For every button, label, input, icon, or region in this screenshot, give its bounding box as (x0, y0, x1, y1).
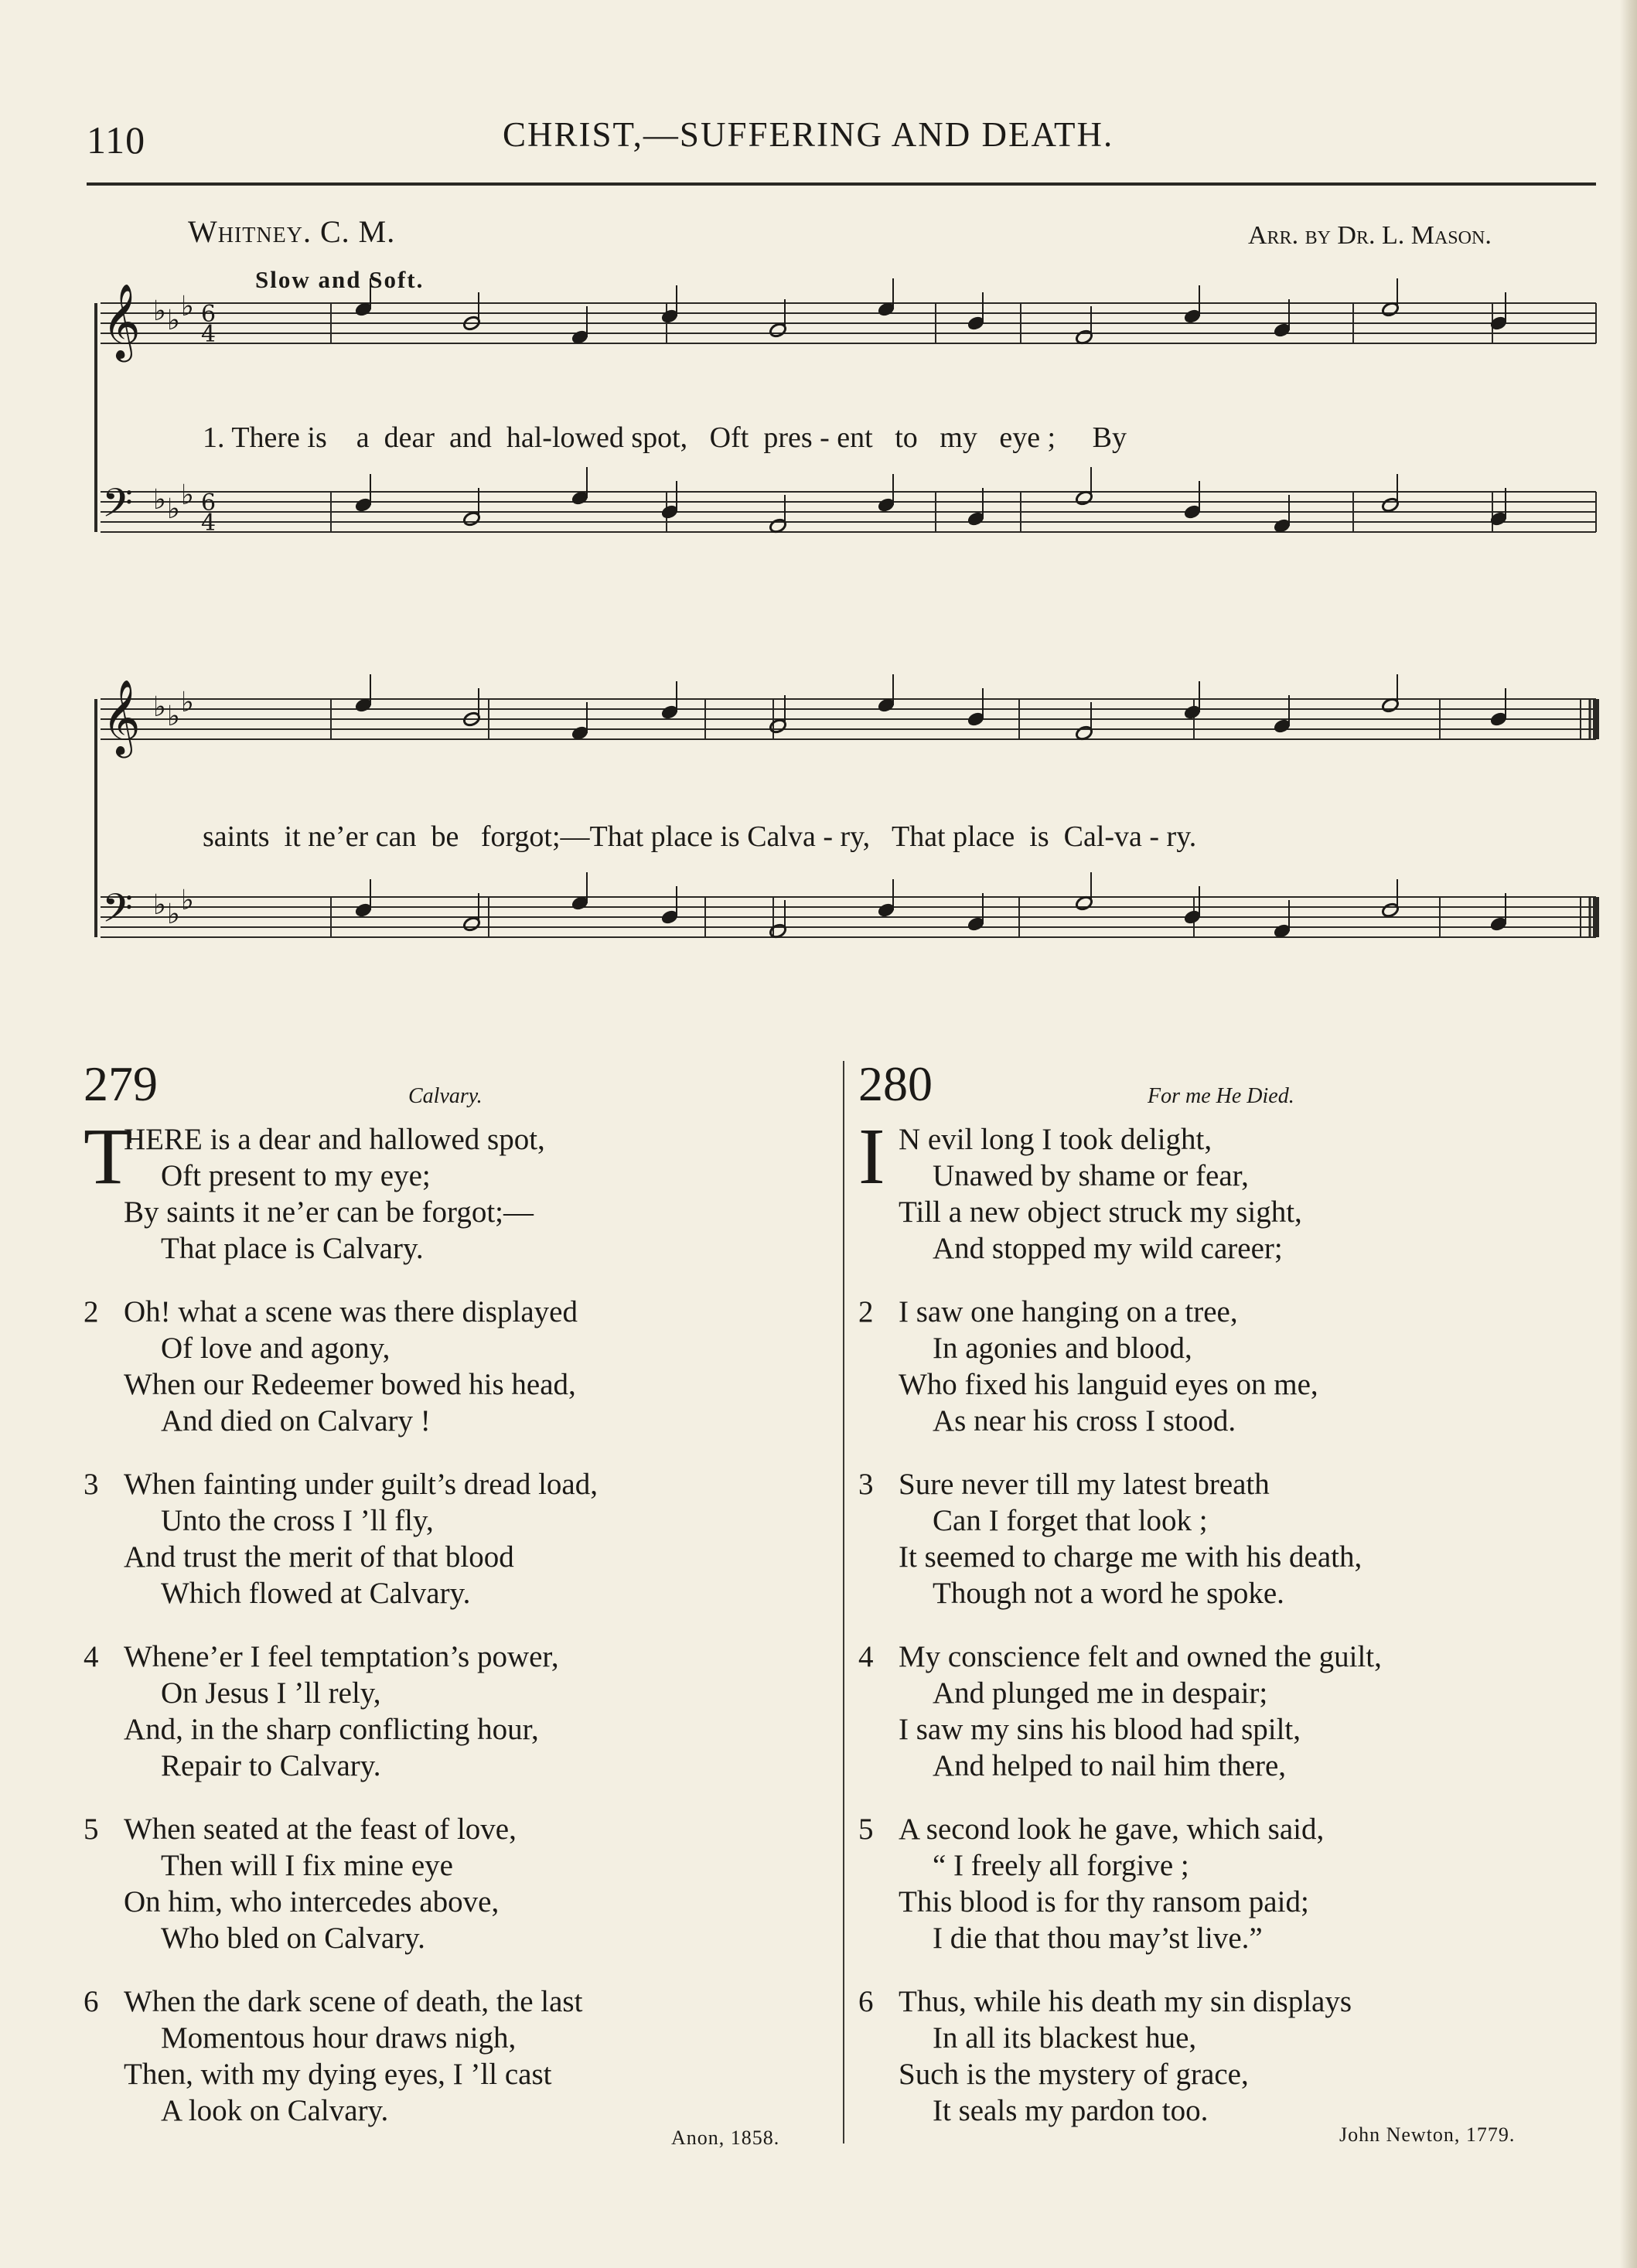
stanza-line-text: Oh! what a scene was there displayed (124, 1295, 578, 1328)
stanza-line: By saints it ne’er can be forgot;— (124, 1195, 534, 1229)
stanza-line: And helped to nail him there, (933, 1749, 1287, 1782)
svg-text:♭: ♭ (153, 691, 166, 723)
svg-text:𝄢: 𝄢 (102, 885, 133, 941)
stanza-line: Can I forget that look ; (933, 1504, 1208, 1537)
stanza-number: 4 (84, 1640, 99, 1673)
stanza (858, 1983, 1585, 2129)
stanza-line-text: Sure never till my latest breath (899, 1468, 1270, 1501)
svg-text:𝄞: 𝄞 (102, 679, 141, 755)
stanza-line: Repair to Calvary. (161, 1749, 381, 1782)
stanza-line: Such is the mystery of grace, (899, 2058, 1249, 2091)
stanza-line-text: My conscience felt and owned the guilt, (899, 1640, 1382, 1673)
stanza-line: Though not a word he spoke. (933, 1577, 1284, 1610)
stanza-line: When our Redeemer bowed his head, (124, 1368, 576, 1401)
hymn-title: Calvary. (408, 1084, 483, 1108)
hymn-author: John Newton, 1779. (1339, 2123, 1516, 2146)
stanza-number: 6 (858, 1985, 874, 2018)
stanza-line-text: Thus, while his death my sin displays (899, 1985, 1352, 2018)
lyrics-line-2: saints it ne’er can be forgot;—That place is Calva - ry, That place is Cal-va - ry. (203, 820, 1197, 853)
stanza (858, 1466, 1585, 1611)
stanza (84, 1466, 826, 1611)
stanza-line (858, 1466, 1585, 1502)
tune-name: Whitney. C. M. (188, 214, 396, 249)
stanza-number: 2 (84, 1295, 99, 1328)
tune-arranger: Arr. by Dr. L. Mason. (1248, 221, 1492, 250)
stanza-number: 3 (858, 1468, 874, 1501)
hymn-number: 280 (858, 1056, 933, 1111)
svg-text:♭: ♭ (181, 687, 194, 718)
svg-text:♭: ♭ (181, 479, 194, 511)
stanza-line: Unto the cross I ’ll fly, (161, 1504, 434, 1537)
stanza-line: Which flowed at Calvary. (161, 1577, 471, 1610)
stanza (84, 1639, 826, 1784)
stanza (858, 1294, 1585, 1439)
stanza-line (84, 1294, 826, 1330)
stanza (858, 1811, 1585, 1956)
stanza-line: Then will I fix mine eye (161, 1849, 453, 1882)
svg-text:6: 6 (201, 301, 217, 328)
hymn-number: 279 (84, 1056, 158, 1111)
stanza-line: A look on Calvary. (161, 2094, 389, 2127)
stanza-line-text: When seated at the feast of love, (124, 1813, 517, 1846)
stanza (84, 1294, 826, 1439)
stanza-line: In all its blackest hue, (933, 2021, 1197, 2055)
stanza-line: And plunged me in despair; (933, 1676, 1268, 1710)
svg-text:𝄞: 𝄞 (102, 283, 141, 359)
stanza-line (84, 1639, 826, 1675)
stanza-line-text: When the dark scene of death, the last (124, 1985, 583, 2018)
hymn-stanzas (84, 1112, 826, 2156)
stanza (84, 1983, 826, 2129)
stanza-line: HERE is a dear and hallowed spot, (124, 1123, 545, 1156)
hymn-stanzas (858, 1112, 1585, 2156)
stanza-line-text: When fainting under guilt’s dread load, (124, 1468, 598, 1501)
stanza-line: And trust the merit of that blood (124, 1540, 514, 1574)
stanza-line (858, 1811, 1585, 1847)
stanza-line: And, in the sharp conflicting hour, (124, 1713, 539, 1746)
stanza-line: And died on Calvary ! (161, 1404, 431, 1438)
drop-cap: T (84, 1112, 133, 1201)
stanza-line: As near his cross I stood. (933, 1404, 1236, 1438)
hymn-author: Anon, 1858. (671, 2126, 780, 2149)
stanza-line: Then, with my dying eyes, I ’ll cast (124, 2058, 552, 2091)
lyrics-line-1: 1. There is a dear and hal-lowed spot, Oft pres - ent to my eye ; By (203, 421, 1127, 454)
stanza-line-text: A second look he gave, which said, (899, 1813, 1325, 1846)
svg-text:♭: ♭ (181, 291, 194, 322)
stanza-line (84, 1983, 826, 2020)
svg-text:4: 4 (201, 510, 217, 537)
drop-cap: I (858, 1112, 885, 1201)
stanza-number: 5 (858, 1813, 874, 1846)
music-score (0, 0, 1637, 1036)
stanza-line (858, 1983, 1585, 2020)
svg-text:♭: ♭ (153, 295, 166, 327)
stanza-line-text: Whene’er I feel temptation’s power, (124, 1640, 559, 1673)
stanza-line: That place is Calvary. (161, 1232, 424, 1265)
stanza-line: It seals my pardon too. (933, 2094, 1209, 2127)
stanza (858, 1112, 1585, 1267)
stanza-line: This blood is for thy ransom paid; (899, 1885, 1309, 1918)
stanza-number: 6 (84, 1985, 99, 2018)
svg-text:♭: ♭ (153, 484, 166, 516)
svg-text:♭: ♭ (167, 899, 180, 930)
stanza-line: Unawed by shame or fear, (933, 1159, 1249, 1192)
stanza-line: On him, who intercedes above, (124, 1885, 500, 1918)
stanza-line: “ I freely all forgive ; (933, 1849, 1189, 1882)
svg-text:4: 4 (201, 321, 217, 348)
svg-text:6: 6 (201, 489, 217, 517)
stanza-line: Oft present to my eye; (161, 1159, 431, 1192)
stanza-line: Who bled on Calvary. (161, 1922, 425, 1955)
tempo-marking: Slow and Soft. (255, 266, 425, 293)
svg-text:♭: ♭ (181, 885, 194, 916)
stanza-line (84, 1811, 826, 1847)
stanza-line: Momentous hour draws nigh, (161, 2021, 517, 2055)
stanza-number: 4 (858, 1640, 874, 1673)
stanza-number: 2 (858, 1295, 874, 1328)
stanza-line: I die that thou may’st live.” (933, 1922, 1263, 1955)
stanza-line: On Jesus I ’ll rely, (161, 1676, 381, 1710)
stanza-line: Who fixed his languid eyes on me, (899, 1368, 1318, 1401)
stanza-line: It seemed to charge me with his death, (899, 1540, 1362, 1574)
stanza-line: Of love and agony, (161, 1332, 390, 1365)
stanza-line (858, 1294, 1585, 1330)
svg-text:♭: ♭ (167, 305, 180, 336)
column-divider (843, 1061, 844, 2144)
stanza-line: In agonies and blood, (933, 1332, 1192, 1365)
svg-text:♭: ♭ (167, 701, 180, 732)
stanza (84, 1112, 826, 1267)
stanza (84, 1811, 826, 1956)
page-number: 110 (87, 118, 146, 162)
stanza-line (84, 1466, 826, 1502)
stanza-line-text: I saw one hanging on a tree, (899, 1295, 1238, 1328)
svg-text:♭: ♭ (153, 889, 166, 921)
stanza-line: And stopped my wild career; (933, 1232, 1283, 1265)
svg-text:♭: ♭ (167, 493, 180, 525)
stanza-line: I saw my sins his blood had spilt, (899, 1713, 1301, 1746)
stanza-line: Till a new object struck my sight, (899, 1195, 1302, 1229)
svg-text:𝄢: 𝄢 (102, 479, 133, 536)
stanza-line: N evil long I took delight, (899, 1123, 1212, 1156)
stanza-line (858, 1639, 1585, 1675)
hymn-title: For me He Died. (1148, 1084, 1294, 1108)
stanza (858, 1639, 1585, 1784)
section-header: CHRIST,—SUFFERING AND DEATH. (503, 115, 1114, 154)
stanza-number: 3 (84, 1468, 99, 1501)
stanza-number: 5 (84, 1813, 99, 1846)
